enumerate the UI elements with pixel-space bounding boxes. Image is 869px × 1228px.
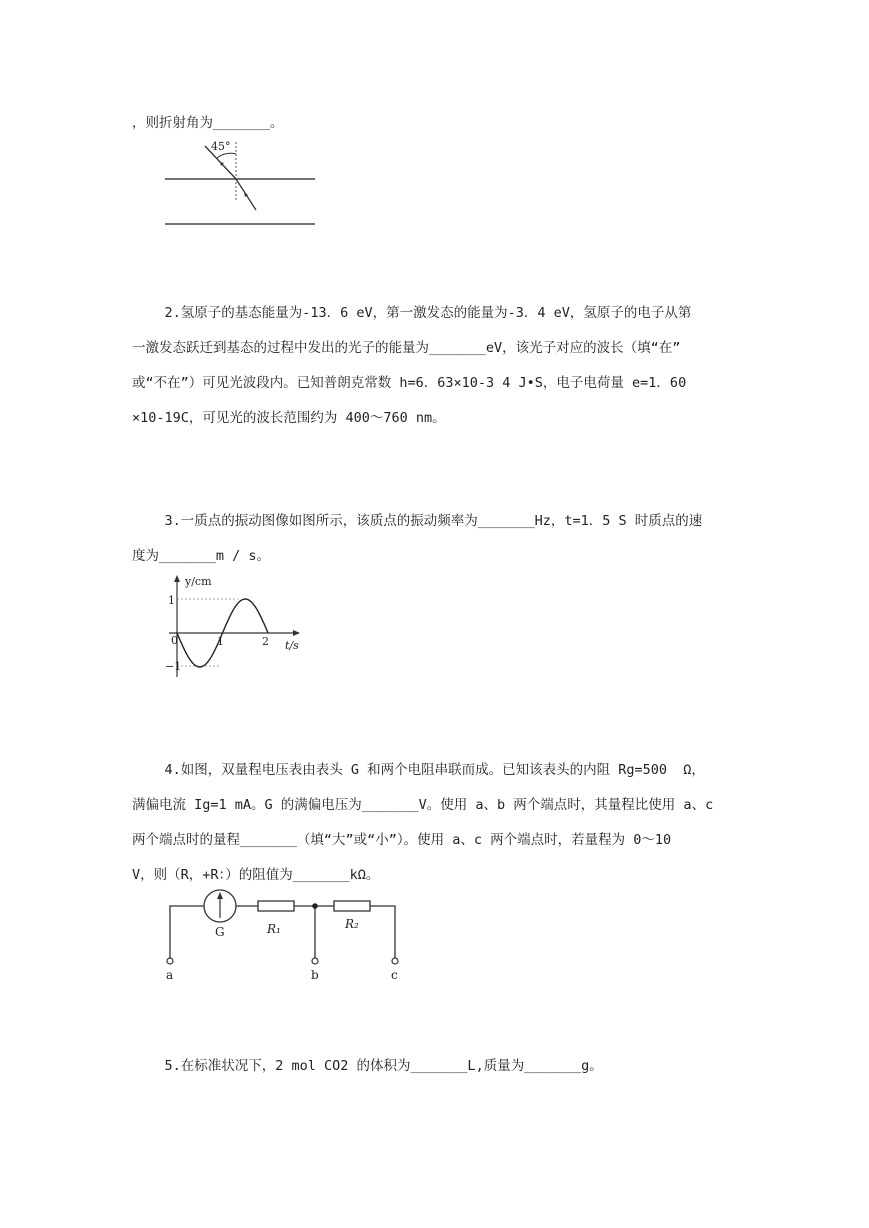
q2-text-line-2: 一激发态跃迁到基态的过程中发出的光子的能量为_______eV，该光子对应的波长（填“在” — [132, 340, 681, 356]
y-axis-label: y/cm — [185, 575, 212, 588]
terminal-a-label: a — [166, 968, 174, 982]
tick-y-negative: −1 — [165, 660, 182, 673]
resistor-r1-icon — [258, 901, 294, 911]
angle-label: 45° — [211, 140, 231, 153]
q4-text-line-4: V，则（R，+R：）的阻值为_______kΩ。 — [132, 867, 380, 883]
r2-label: R₂ — [345, 917, 359, 931]
terminal-c-icon — [392, 958, 398, 964]
terminal-a-icon — [167, 958, 173, 964]
q2-text-line-3: 或“不在”）可见光波段内。已知普朗克常数 h=6．63×10-3 4 J•S，电子电荷量 e=1．60 — [132, 375, 687, 391]
q2-text-line-1: 2.氢原子的基态能量为-13．6 eV，第一激发态的能量为-3．4 eV，氢原子的电子从第 — [132, 305, 692, 321]
q3-text-line-2: 度为_______m / s。 — [132, 548, 271, 564]
terminal-b-icon — [312, 958, 318, 964]
tick-x-2: 2 — [262, 635, 269, 648]
x-axis-label: t/s — [285, 639, 299, 652]
circuit-diagram — [160, 888, 405, 988]
resistor-r2-icon — [334, 901, 370, 911]
meter-label: G — [215, 925, 225, 939]
q4-text-line-2: 满偏电流 Ig=1 mA。G 的满偏电压为_______V。使用 a、b 两个端点时，其量程比使用 a、c — [132, 797, 714, 813]
refraction-figure — [165, 140, 315, 232]
r1-label: R₁ — [267, 922, 281, 936]
q3-text-line-1: 3.一质点的振动图像如图所示，该质点的振动频率为_______Hz，t=1．5 S 时质点的速 — [132, 513, 703, 529]
q1-text-line-1: ，则折射角为_______。 — [132, 115, 284, 131]
terminal-b-label: b — [311, 968, 319, 982]
terminal-c-label: c — [391, 968, 398, 982]
tick-origin: 0 — [171, 634, 178, 647]
tick-x-1: 1 — [217, 635, 224, 648]
q4-text-line-1: 4.如图，双量程电压表由表头 G 和两个电阻串联而成。已知该表头的内阻 Rg=500 Ω， — [132, 762, 705, 778]
vibration-graph — [165, 573, 305, 685]
tick-y-positive: 1 — [168, 594, 175, 607]
q4-text-line-3: 两个端点时的量程_______（填“大”或“小”）。使用 a、c 两个端点时，若量程为 0～10 — [132, 832, 672, 848]
q2-text-line-4: ×10-19C，可见光的波长范围约为 400～760 nm。 — [132, 410, 446, 426]
q5-text-line-1: 5.在标准状况下，2 mol CO2 的体积为_______L,质量为_______g。 — [132, 1058, 603, 1074]
